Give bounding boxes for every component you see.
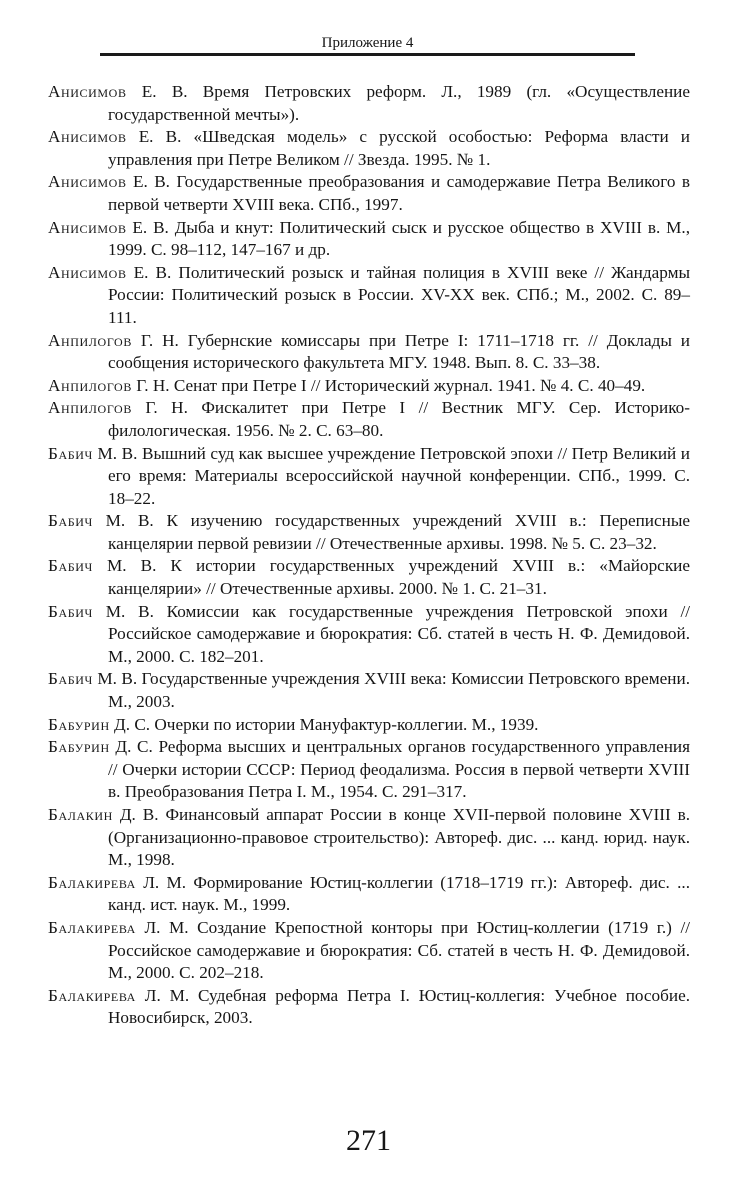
entry-text: М. В. Вышний суд как высшее учреждение Петровской эпохи // Петр Великий и его время: Материалы всероссийской научной конференции. СПб., 1999. С. 18–22. <box>97 443 691 508</box>
bibliography-entry <box>48 668 690 713</box>
entry-author: Бабич <box>48 511 93 531</box>
bibliography-entry <box>48 443 690 511</box>
bibliography-entry <box>48 736 690 804</box>
bibliography-entry <box>48 81 690 126</box>
bibliography-entry <box>48 397 690 442</box>
entry-author: Бабурин <box>48 714 110 734</box>
entry-text: Л. М. Судебная реформа Петра I. Юстиц-коллегия: Учебное пособие. Новосибирск, 2003. <box>108 985 691 1028</box>
bibliography-entry <box>48 171 690 216</box>
entry-text: Л. М. Формирование Юстиц-коллегии (1718–1719 гг.): Автореф. дис. ... канд. ист. наук. М., 1999. <box>108 872 691 915</box>
entry-text: Г. Н. Сенат при Петре I // Исторический журнал. 1941. № 4. С. 40–49. <box>136 375 646 395</box>
bibliography-entry <box>48 714 690 737</box>
entry-author: Анисимов <box>48 127 127 147</box>
entry-text: Е. В. Время Петровских реформ. Л., 1989 (гл. «Осуществление государственной мечты»). <box>108 82 690 124</box>
entry-author: Балакирева <box>48 985 136 1005</box>
entry-author: Балакирева <box>48 917 136 937</box>
entry-author: Анисимов <box>48 82 127 101</box>
entry-text: М. В. Комиссии как государственные учреждения Петровской эпохи // Российское самодержавие и бюрократия: Сб. статей в честь Н. Ф. Демидовой. М., 2000. С. 182–201. <box>105 601 691 666</box>
bibliography-entry <box>48 917 690 985</box>
bibliography-entry <box>48 985 690 1030</box>
entry-author: Бабурин <box>48 737 110 757</box>
running-header: Приложение 4 <box>321 35 414 51</box>
bibliography-entry <box>48 375 690 398</box>
bibliography-entry <box>48 126 690 171</box>
bibliography-entry <box>48 330 690 375</box>
page-number: 271 <box>346 1124 391 1157</box>
entry-author: Бабич <box>48 443 93 463</box>
bibliography-entry <box>48 555 690 600</box>
entry-author: Анпилогов <box>48 330 132 350</box>
entry-author: Бабич <box>48 601 93 621</box>
entry-author: Анисимов <box>48 262 127 282</box>
entry-author: Анисимов <box>48 217 127 237</box>
entry-text: Г. Н. Фискалитет при Петре I // Вестник МГУ. Сер. Историко-филологическая. 1956. № 2. С. 63–80. <box>108 398 691 440</box>
entry-text: Л. М. Создание Крепостной конторы при Юстиц-коллегии (1719 г.) // Российское самодержавие и бюрократия: Сб. статей в честь Н. Ф. Демидовой. М., 2000. С. 202–218. <box>108 917 691 983</box>
entry-text: Е. В. «Шведская модель» с русской особостью: Реформа власти и управления при Петре Великом // Звезда. 1995. № 1. <box>108 127 691 169</box>
entry-author: Бабич <box>48 556 93 576</box>
entry-author: Анисимов <box>48 172 127 192</box>
bibliography-entry <box>48 510 690 555</box>
entry-text: Д. В. Финансовый аппарат России в конце XVII-первой половине XVIII в. (Организационно-правовое строительство): Автореф. дис. ... канд. юрид. наук. М., 1998. <box>108 805 691 870</box>
entry-text: М. В. К изучению государственных учреждений XVIII в.: Переписные канцелярии первой ревизии // Отечественные архивы. 1998. № 5. С. 23–32. <box>105 511 690 553</box>
entry-text: М. В. К истории государственных учреждений XVIII в.: «Майорские канцелярии» // Отечественные архивы. 2000. № 1. С. 21–31. <box>106 556 690 599</box>
entry-author: Балакин <box>48 805 113 824</box>
entry-author: Анпилогов <box>48 375 132 395</box>
bibliography-entry <box>48 872 690 917</box>
entry-text: Е. В. Политический розыск и тайная полиция в XVIII веке // Жандармы России: Политический розыск в России. XV-XX век. СПб.; М., 2002. С. 89–111. <box>108 262 690 327</box>
bibliography-entry <box>48 262 690 330</box>
entry-author: Бабич <box>48 669 93 689</box>
entry-author: Балакирева <box>48 872 136 892</box>
entry-text: Е. В. Государственные преобразования и самодержавие Петра Великого в первой четверти XVIII века. СПб., 1997. <box>108 172 690 214</box>
bibliography-entry <box>48 804 690 872</box>
entry-text: Д. С. Очерки по истории Мануфактур-коллегии. М., 1939. <box>114 714 539 734</box>
bibliography-entry <box>48 601 690 669</box>
entry-author: Анпилогов <box>48 398 132 418</box>
entry-text: Д. С. Реформа высших и центральных органов государственного управления // Очерки истории СССР: Период феодализма. Россия в первой четверти XVIII в. Преобразования Петра I. М., 1954. С. 291–317. <box>108 737 691 802</box>
bibliography-entry <box>48 217 690 262</box>
header-rule <box>100 53 635 56</box>
entry-text: М. В. Государственные учреждения XVIII века: Комиссии Петровского времени. М., 2003. <box>97 669 690 712</box>
entry-text: Г. Н. Губернские комиссары при Петре I: 1711–1718 гг. // Доклады и сообщения исторического факультета МГУ. 1948. Вып. 8. С. 33–38. <box>108 330 690 373</box>
entry-text: Е. В. Дыба и кнут: Политический сыск и русское общество в XVIII в. М., 1999. С. 98–112, 147–167 и др. <box>108 217 690 260</box>
bibliography-list <box>48 81 690 1030</box>
